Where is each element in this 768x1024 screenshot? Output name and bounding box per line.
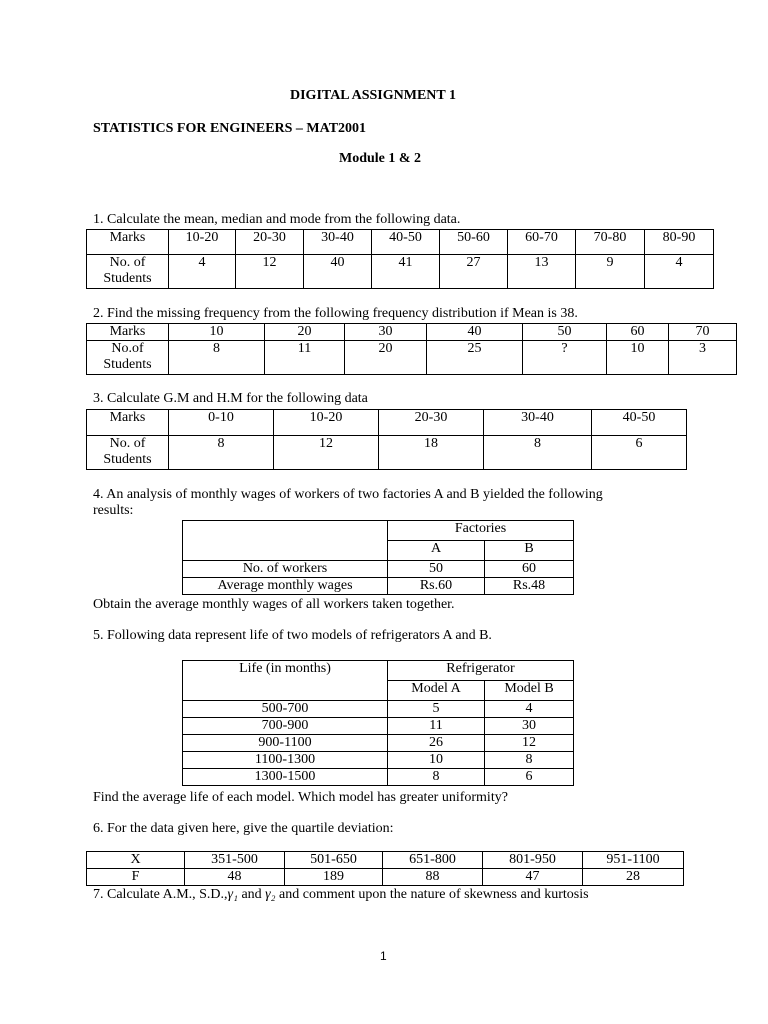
q2-marks-cell: 60 [607, 324, 669, 341]
q2-marks-cell: 20 [265, 324, 345, 341]
question-2-table [86, 323, 737, 375]
q3-marks-cell: 0-10 [169, 410, 274, 436]
q1-students-header [87, 255, 169, 289]
q3-students-header-line2: Students [103, 452, 152, 467]
q5-cell: 12 [485, 735, 574, 752]
q5-life-cell: 500-700 [183, 701, 388, 718]
question-5-table [182, 660, 574, 786]
q2-students-header [87, 341, 169, 375]
q1-students-cell: 4 [169, 255, 236, 289]
q3-marks-cell: 20-30 [379, 410, 484, 436]
question-5-after-text: Find the average life of each model. Which model has greater uniformity? [93, 790, 508, 805]
q3-students-header [87, 436, 169, 470]
q4-empty-header-cell [183, 521, 388, 561]
q2-students-header-line2: Students [103, 357, 152, 372]
q1-students-cell: 13 [508, 255, 576, 289]
question-4-text-line2: results: [93, 503, 134, 518]
q5-life-cell: 1300-1500 [183, 769, 388, 786]
q5-cell: 30 [485, 718, 574, 735]
q4-factory-a-header: A [388, 541, 485, 561]
q3-marks-header: Marks [87, 410, 169, 436]
q3-marks-cell: 40-50 [592, 410, 687, 436]
q5-cell: 10 [388, 752, 485, 769]
q1-marks-cell: 30-40 [304, 230, 372, 255]
q2-students-cell: 3 [669, 341, 737, 375]
q3-marks-cell: 30-40 [484, 410, 592, 436]
q2-marks-cell: 10 [169, 324, 265, 341]
q1-marks-cell: 10-20 [169, 230, 236, 255]
question-6-text: 6. For the data given here, give the quartile deviation: [93, 821, 394, 836]
q4-factories-header: Factories [388, 521, 574, 541]
q5-cell: 26 [388, 735, 485, 752]
question-1-text: 1. Calculate the mean, median and mode from the following data. [93, 212, 461, 227]
question-2-text: 2. Find the missing frequency from the following frequency distribution if Mean is 38. [93, 306, 578, 321]
question-3-table [86, 409, 687, 470]
q3-students-cell: 18 [379, 436, 484, 470]
q6-f-cell: 88 [383, 869, 483, 886]
q5-cell: 5 [388, 701, 485, 718]
q2-marks-header: Marks [87, 324, 169, 341]
q6-f-cell: 189 [285, 869, 383, 886]
q5-life-cell: 700-900 [183, 718, 388, 735]
q5-life-cell: 1100-1300 [183, 752, 388, 769]
q2-students-cell: 10 [607, 341, 669, 375]
question-4-after-text: Obtain the average monthly wages of all workers taken together. [93, 597, 455, 612]
course-title: STATISTICS FOR ENGINEERS – MAT2001 [93, 121, 367, 136]
q3-students-cell: 8 [484, 436, 592, 470]
q4-row-label: Average monthly wages [183, 578, 388, 595]
q4-cell: 60 [485, 561, 574, 578]
q1-marks-header: Marks [87, 230, 169, 255]
q1-students-cell: 27 [440, 255, 508, 289]
q2-students-cell: 8 [169, 341, 265, 375]
gamma-2-symbol: γ₂ [265, 887, 276, 902]
question-3-text: 3. Calculate G.M and H.M for the following data [93, 391, 368, 406]
q5-cell: 8 [388, 769, 485, 786]
q5-life-header: Life (in months) [183, 661, 388, 701]
question-4-table [182, 520, 574, 595]
q6-x-cell: 651-800 [383, 852, 483, 869]
q7-part1: 7. Calculate A.M., S.D., [93, 887, 228, 902]
assignment-title: DIGITAL ASSIGNMENT 1 [290, 88, 456, 103]
q2-marks-cell: 70 [669, 324, 737, 341]
q7-part3: and comment upon the nature of skewness and kurtosis [275, 887, 589, 902]
q6-x-cell: 801-950 [483, 852, 583, 869]
question-7-text [93, 887, 589, 903]
q5-refrigerator-header: Refrigerator [388, 661, 574, 681]
q7-part2: and [237, 887, 266, 902]
q5-cell: 4 [485, 701, 574, 718]
q1-marks-cell: 50-60 [440, 230, 508, 255]
q1-students-cell: 12 [236, 255, 304, 289]
q1-students-header-line2: Students [103, 271, 152, 286]
q2-students-cell: 20 [345, 341, 427, 375]
q1-students-cell: 4 [645, 255, 714, 289]
q4-row-label: No. of workers [183, 561, 388, 578]
question-4-text-line1: 4. An analysis of monthly wages of workers of two factories A and B yielded the following [93, 487, 603, 502]
question-5-text: 5. Following data represent life of two models of refrigerators A and B. [93, 628, 492, 643]
q6-f-cell: 48 [185, 869, 285, 886]
q6-f-cell: 47 [483, 869, 583, 886]
module-title: Module 1 & 2 [339, 151, 422, 166]
q1-students-cell: 41 [372, 255, 440, 289]
q1-marks-cell: 80-90 [645, 230, 714, 255]
q1-students-header-line1: No. of [109, 255, 146, 270]
question-6-table [86, 851, 684, 886]
q6-x-header: X [87, 852, 185, 869]
gamma-1-symbol: γ₁ [227, 887, 238, 902]
q3-marks-cell: 10-20 [274, 410, 379, 436]
q5-cell: 8 [485, 752, 574, 769]
q2-students-header-line1: No.of [111, 341, 144, 356]
q4-factory-b-header: B [485, 541, 574, 561]
q2-marks-cell: 30 [345, 324, 427, 341]
q1-marks-cell: 40-50 [372, 230, 440, 255]
q1-marks-cell: 70-80 [576, 230, 645, 255]
q1-students-cell: 9 [576, 255, 645, 289]
q5-model-a-header: Model A [388, 681, 485, 701]
q3-students-cell: 6 [592, 436, 687, 470]
q5-life-cell: 900-1100 [183, 735, 388, 752]
q6-x-cell: 501-650 [285, 852, 383, 869]
q2-missing-frequency-cell: ? [523, 341, 607, 375]
question-1-table [86, 229, 714, 289]
q6-x-cell: 951-1100 [583, 852, 684, 869]
q2-marks-cell: 50 [523, 324, 607, 341]
q1-marks-cell: 60-70 [508, 230, 576, 255]
q2-marks-cell: 40 [427, 324, 523, 341]
q4-cell: 50 [388, 561, 485, 578]
q4-cell: Rs.60 [388, 578, 485, 595]
q5-model-b-header: Model B [485, 681, 574, 701]
page-number: 1 [380, 949, 387, 963]
q3-students-cell: 12 [274, 436, 379, 470]
q2-students-cell: 25 [427, 341, 523, 375]
q6-f-cell: 28 [583, 869, 684, 886]
q3-students-cell: 8 [169, 436, 274, 470]
q1-marks-cell: 20-30 [236, 230, 304, 255]
q6-x-cell: 351-500 [185, 852, 285, 869]
q1-students-cell: 40 [304, 255, 372, 289]
q5-cell: 6 [485, 769, 574, 786]
q6-f-header: F [87, 869, 185, 886]
q4-cell: Rs.48 [485, 578, 574, 595]
q2-students-cell: 11 [265, 341, 345, 375]
q5-cell: 11 [388, 718, 485, 735]
q3-students-header-line1: No. of [109, 436, 146, 451]
